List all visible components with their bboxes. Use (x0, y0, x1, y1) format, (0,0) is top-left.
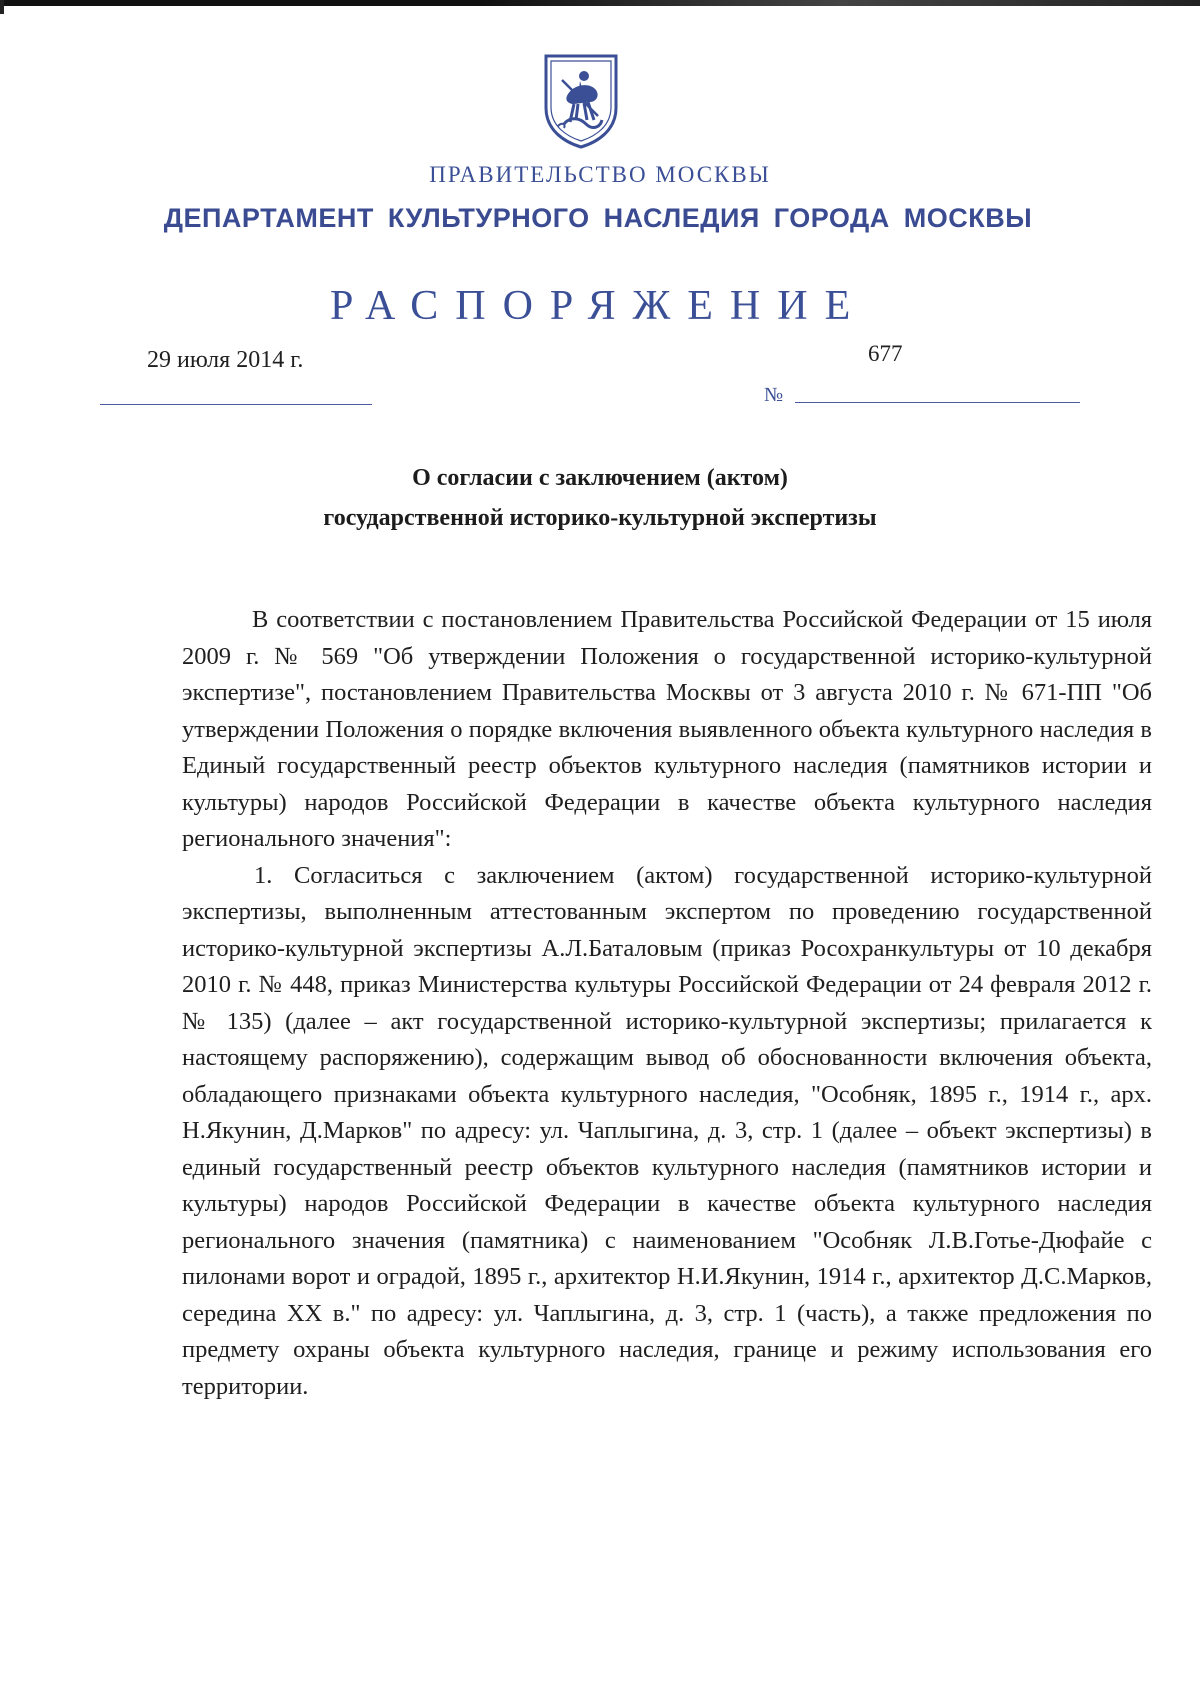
document-subject (0, 458, 1200, 538)
department-name: ДЕПАРТАМЕНТ КУЛЬТУРНОГО НАСЛЕДИЯ ГОРОДА МОСКВЫ (163, 203, 1033, 233)
number-sign: № (764, 384, 784, 406)
preamble-paragraph: В соответствии с постановлением Правительства Российской Федерации от 15 июля 2009 г. № 569 "Об утверждении Положения о государственной историко-культурной экспертизе", постановлением Правительства Москвы от 3 августа 2010 г. № 671-ПП "Об утверждении Положения о порядке включения выявленного объекта культурного наследия в Единый государственный реестр объектов культурного наследия (памятников истории и культуры) народов Российской Федерации в качестве объекта культурного наследия регионального значения": (182, 606, 1152, 852)
date-underline (100, 404, 372, 405)
subject-line-2: государственной историко-культурной экспертизы (323, 505, 877, 531)
subject-line-1: О согласии с заключением (актом) (412, 465, 788, 491)
document-date: 29 июля 2014 г. (147, 347, 304, 373)
document-type-title: РАСПОРЯЖЕНИЕ (330, 283, 868, 329)
number-underline (795, 402, 1080, 403)
moscow-coat-of-arms-icon (540, 50, 622, 150)
scan-edge-top (0, 0, 1200, 6)
government-name: ПРАВИТЕЛЬСТВО МОСКВЫ (429, 162, 771, 187)
document-number: 677 (868, 341, 903, 366)
document-body (182, 602, 1152, 1405)
scan-edge-left (0, 0, 4, 14)
item-1-paragraph: 1. Согласиться с заключением (актом) государственной историко-культурной экспертизы, выполненным аттестованным экспертом по проведению государственной историко-культурной экспертизы А.Л.Баталовым (приказ Росохранкультуры от 10 декабря 2010 г. № 448, приказ Министерства культуры Российской Федерации от 24 февраля 2012 г. № 135) (далее – акт государственной историко-культурной экспертизы; прилагается к настоящему распоряжению), содержащим вывод об обоснованности включения объекта, обладающего признаками объекта культурного наследия, "Особняк, 1895 г., 1914 г., арх. Н.Якунин, Д.Марков" по адресу: ул. Чаплыгина, д. 3, стр. 1 (далее – объект экспертизы) в единый государственный реестр объектов культурного наследия (памятников истории и культуры) народов Российской Федерации в качестве объекта культурного наследия регионального значения (памятника) с наименованием "Особняк Л.В.Готье-Дюфайе с пилонами ворот и оградой, 1895 г., архитектор Н.И.Якунин, 1914 г., архитектор Д.С.Марков, середина XX в." по адресу: ул. Чаплыгина, д. 3, стр. 1 (часть), а также предложения по предмету охраны объекта культурного наследия, границе и режиму использования его территории. (182, 861, 1152, 1400)
